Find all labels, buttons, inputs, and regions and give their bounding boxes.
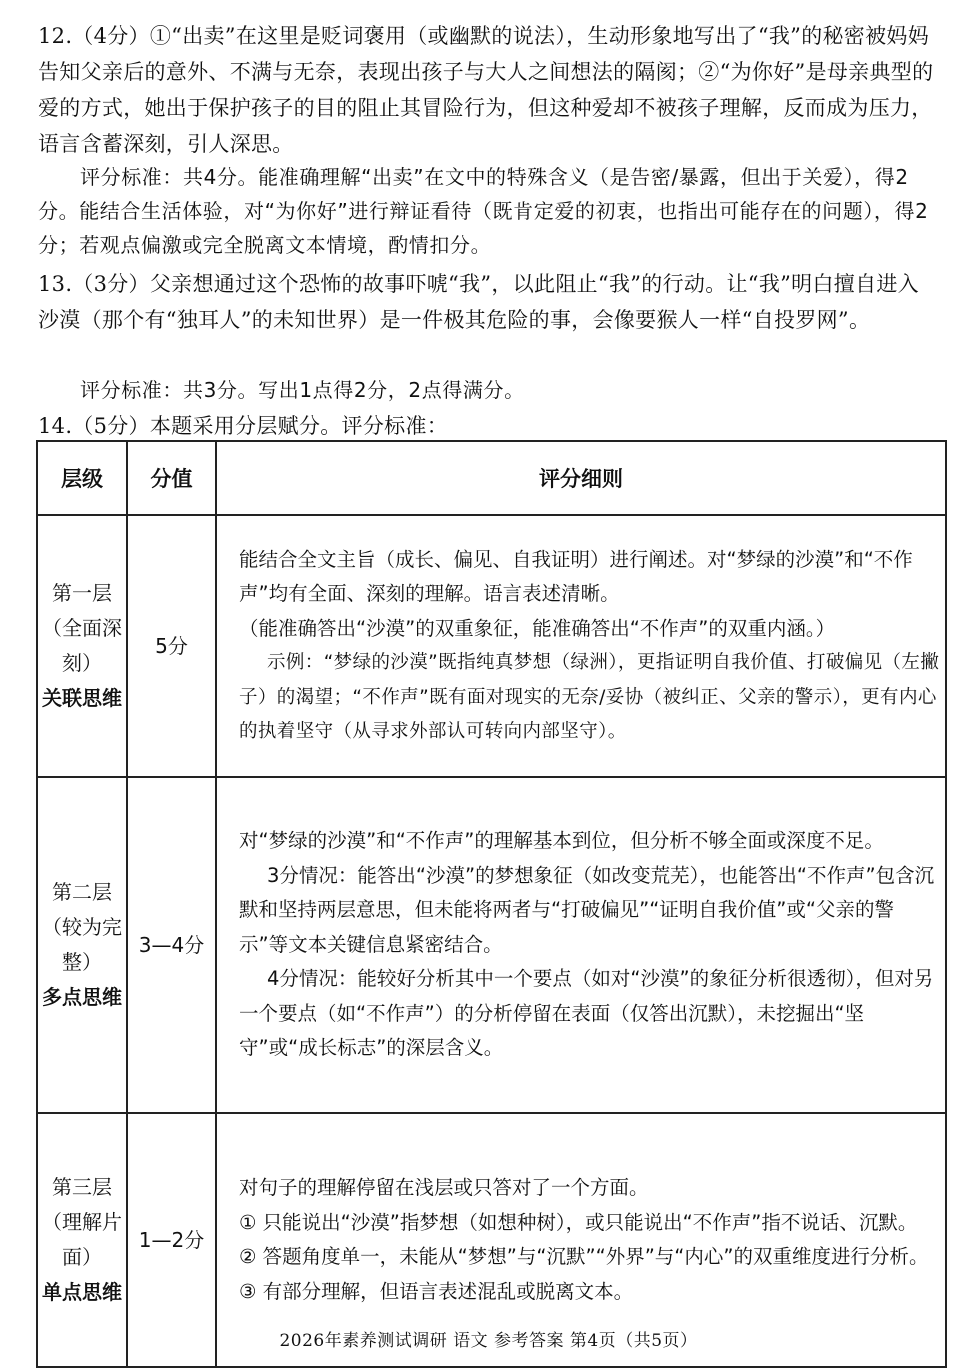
detail-line: ③ 有部分理解，但语言表述混乱或脱离文本。 xyxy=(239,1279,634,1303)
q13-answer: 13.（3分）父亲想通过这个恐怖的故事吓唬“我”，以此阻止“我”的行动。让“我”明白擅自进入沙漠（那个有“独耳人”的未知世界）是一件极其危险的事，会像要猴人一样“自投罗网”。 xyxy=(38,272,919,332)
detail-line: 3分情况：能答出“沙漠”的梦想象征（如改变荒芜），也能答出“不作声”包含沉默和坚持两层意思，但未能将两者与“打破偏见”“证明自我价值”或“父亲的警示”等文本关键信息紧密结合。 xyxy=(239,863,935,956)
level-cell xyxy=(37,777,127,1113)
level-cell xyxy=(37,515,127,777)
rubric-header-row xyxy=(37,441,946,515)
score-cell: 1—2分 xyxy=(127,1113,216,1367)
page-footer: 2026年素养测试调研 语文 参考答案 第4页（共5页） xyxy=(279,1331,698,1351)
detail-cell xyxy=(216,777,946,1113)
detail-line: 4分情况：能较好分析其中一个要点（如对“沙漠”的象征分析很透彻），但对另一个要点（如“不作声”）的分析停留在表面（仅答出沉默），未挖掘出“坚守”或“成长标志”的深层含义。 xyxy=(239,967,934,1060)
detail-line: 能结合全文主旨（成长、偏见、自我证明）进行阐述。对“梦绿的沙漠”和“不作声”均有全面、深刻的理解。语言表述清晰。 xyxy=(239,547,913,605)
level-thinking: 多点思维 xyxy=(42,985,122,1009)
level-name: 第一层 xyxy=(52,581,112,605)
q12-scoring-standard: 评分标准：共4分。能准确理解“出卖”在文中的特殊含义（是告密/暴露，但出于关爱），得2分。能结合生活体验，对“为你好”进行辩证看待（既肯定爱的初衷，也指出可能存在的问题），得2分；若观点偏激或完全脱离文本情境，酌情扣分。 xyxy=(38,165,929,257)
level-desc: （较为完整） xyxy=(42,915,122,974)
score-cell: 3—4分 xyxy=(127,777,216,1113)
q14-intro: 14.（5分）本题采用分层赋分。评分标准： xyxy=(38,414,449,438)
detail-line: ① 只能说出“沙漠”指梦想（如想种树），或只能说出“不作声”指不说话、沉默。 xyxy=(239,1210,918,1234)
detail-line: （能准确答出“沙漠”的双重象征，能准确答出“不作声”的双重内涵。） xyxy=(239,616,836,640)
detail-line: ② 答题角度单一，未能从“梦想”与“沉默”“外界”与“内心”的双重维度进行分析。 xyxy=(239,1245,929,1268)
level-name: 第三层 xyxy=(52,1175,112,1199)
level-desc: （理解片面） xyxy=(42,1210,122,1269)
score-cell: 5分 xyxy=(127,515,216,777)
level-desc: （全面深刻） xyxy=(42,616,122,675)
q14-rubric-table xyxy=(36,440,947,1368)
level-thinking: 单点思维 xyxy=(42,1280,122,1304)
detail-example: 示例：“梦绿的沙漠”既指纯真梦想（绿洲），更指证明自我价值、打破偏见（左撇子）的渴望；“不作声”既有面对现实的无奈/妥协（被纠正、父亲的警示），更有内心的执着坚守（从寻求外部认可转向内部坚守）。 xyxy=(239,652,940,742)
header-detail: 评分细则 xyxy=(216,441,946,515)
header-score: 分值 xyxy=(127,441,216,515)
q13-scoring-standard: 评分标准：共3分。写出1点得2分，2点得满分。 xyxy=(80,378,525,402)
level-name: 第二层 xyxy=(52,880,112,904)
detail-line: 对“梦绿的沙漠”和“不作声”的理解基本到位，但分析不够全面或深度不足。 xyxy=(239,829,884,853)
rubric-row-level-2 xyxy=(37,777,946,1113)
q12-answer: 12.（4分）①“出卖”在这里是贬词褒用（或幽默的说法），生动形象地写出了“我”的秘密被妈妈告知父亲后的意外、不满与无奈，表现出孩子与大人之间想法的隔阂；②“为你好”是母亲典型的爱的方式，她出于保护孩子的目的阻止其冒险行为，但这种爱却不被孩子理解，反而成为压力，语言含蓄深刻，引人深思。 xyxy=(38,24,934,156)
detail-cell xyxy=(216,515,946,777)
level-thinking: 关联思维 xyxy=(42,686,122,710)
header-level: 层级 xyxy=(37,441,127,515)
detail-line: 对句子的理解停留在浅层或只答对了一个方面。 xyxy=(239,1176,649,1199)
rubric-row-level-1 xyxy=(37,515,946,777)
